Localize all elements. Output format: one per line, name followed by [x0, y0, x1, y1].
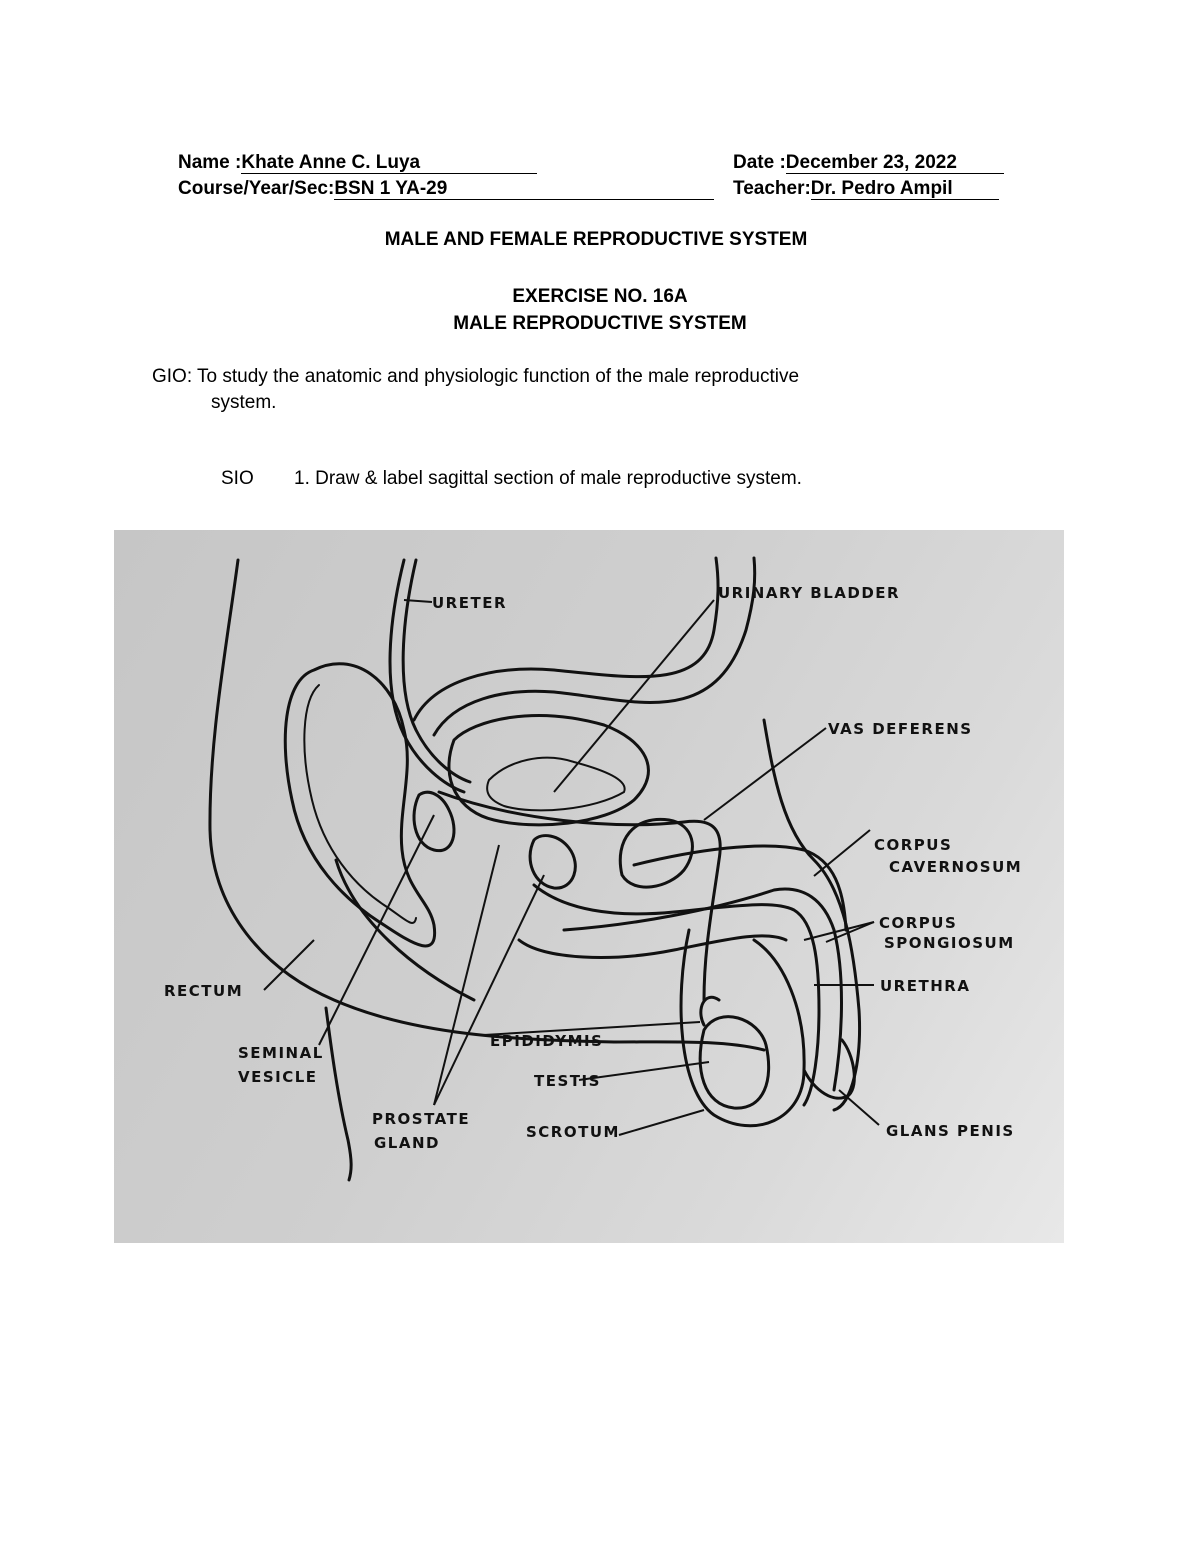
course-value: BSN 1 YA-29: [334, 179, 714, 200]
name-row: [178, 152, 537, 174]
gio-line-1: GIO: To study the anatomic and physiologic function of the male reproductive: [152, 366, 800, 387]
label-corpus-spongiosum-2: SPONGIOSUM: [884, 934, 1015, 952]
label-glans-penis: GLANS PENIS: [886, 1122, 1015, 1140]
label-corpus-cavernosum-1: CORPUS: [874, 836, 953, 854]
anatomy-drawing: [114, 530, 1064, 1243]
name-value: Khate Anne C. Luya: [241, 153, 537, 174]
teacher-label: Teacher:: [733, 178, 811, 199]
label-vas-deferens: VAS DEFERENS: [828, 720, 973, 738]
sio-label: SIO: [221, 468, 254, 489]
teacher-row: [733, 178, 999, 200]
date-label: Date :: [733, 152, 786, 173]
label-rectum: RECTUM: [164, 982, 244, 1000]
diagram-photo: [114, 530, 1064, 1243]
label-urethra: URETHRA: [880, 977, 971, 995]
epididymis-shape: [701, 997, 719, 1025]
course-row: [178, 178, 714, 200]
date-value: December 23, 2022: [786, 153, 1004, 174]
label-seminal-vesicle-1: SEMINAL: [238, 1044, 324, 1062]
label-scrotum: SCROTUM: [526, 1123, 620, 1141]
date-row: [733, 152, 1004, 174]
teacher-value: Dr. Pedro Ampil: [811, 179, 999, 200]
label-epididymis: EPIDIDYMIS: [490, 1032, 604, 1050]
buttock-line: [326, 1008, 351, 1180]
sio-text: 1. Draw & label sagittal section of male reproductive system.: [294, 468, 802, 489]
exercise-subtitle: MALE REPRODUCTIVE SYSTEM: [453, 313, 747, 334]
testis-shape: [700, 1017, 768, 1108]
label-prostate-gland-1: PROSTATE: [372, 1110, 471, 1128]
exercise-title: EXERCISE NO. 16A: [512, 286, 688, 307]
main-title: MALE AND FEMALE REPRODUCTIVE SYSTEM: [384, 229, 808, 250]
course-label: Course/Year/Sec:: [178, 178, 335, 199]
name-label: Name :: [178, 152, 242, 173]
label-urinary-bladder: URINARY BLADDER: [718, 584, 901, 602]
bladder-body: [449, 716, 648, 825]
scrotum-outline: [681, 930, 804, 1126]
label-corpus-spongiosum-1: CORPUS: [879, 914, 958, 932]
bladder-wall: [414, 558, 718, 720]
label-prostate-gland-2: GLAND: [374, 1134, 440, 1152]
bladder-lumen: [487, 758, 625, 811]
label-ureter: URETER: [432, 594, 508, 612]
prostate-shape: [530, 836, 575, 889]
gio-line-2: system.: [211, 392, 277, 413]
label-corpus-cavernosum-2: CAVERNOSUM: [889, 858, 1023, 876]
label-seminal-vesicle-2: VESICLE: [238, 1068, 318, 1086]
label-testis: TESTIS: [534, 1072, 601, 1090]
corpus-spongiosum-shape: [519, 936, 786, 958]
